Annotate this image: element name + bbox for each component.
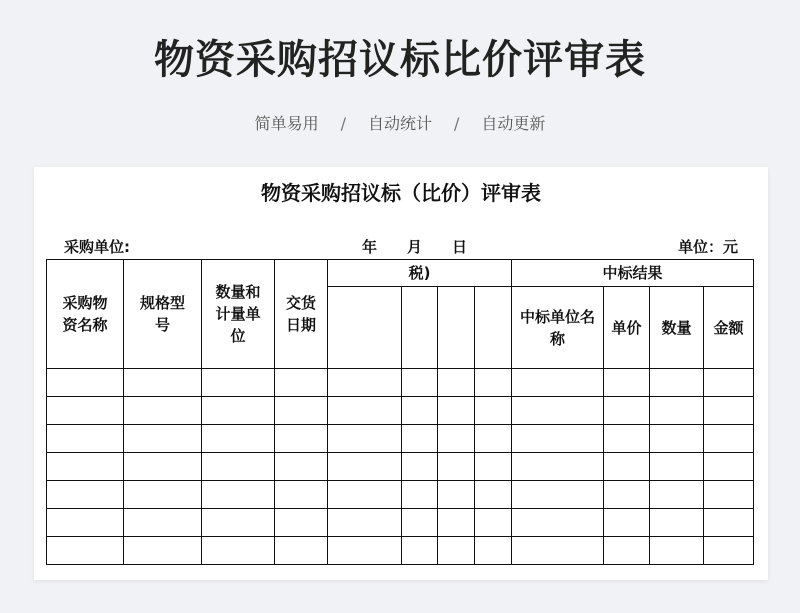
- table-cell[interactable]: [47, 369, 124, 397]
- table-cell[interactable]: [704, 397, 754, 425]
- table-cell[interactable]: [275, 509, 328, 537]
- col-header-quantity-unit: 数量和计量单位: [202, 260, 275, 369]
- table-cell[interactable]: [124, 453, 202, 481]
- table-cell[interactable]: [202, 537, 275, 565]
- table-cell[interactable]: [402, 481, 438, 509]
- table-cell[interactable]: [328, 509, 402, 537]
- table-cell[interactable]: [124, 425, 202, 453]
- table-cell[interactable]: [650, 537, 704, 565]
- col-header-material-name: 采购物资名称: [47, 260, 124, 369]
- tag-auto-stats: 自动统计: [367, 114, 432, 133]
- table-cell[interactable]: [604, 537, 650, 565]
- table-cell[interactable]: [124, 481, 202, 509]
- tag-separator: /: [454, 114, 460, 133]
- purchasing-unit-label: 采购单位:: [64, 238, 130, 256]
- table-cell[interactable]: [202, 453, 275, 481]
- table-cell[interactable]: [512, 397, 604, 425]
- table-cell[interactable]: [604, 453, 650, 481]
- table-cell[interactable]: [47, 509, 124, 537]
- table-cell[interactable]: [512, 537, 604, 565]
- table-cell[interactable]: [650, 425, 704, 453]
- table-cell[interactable]: [275, 425, 328, 453]
- table-cell[interactable]: [275, 537, 328, 565]
- table-cell[interactable]: [512, 425, 604, 453]
- evaluation-table: [46, 259, 754, 565]
- table-cell[interactable]: [47, 425, 124, 453]
- table-cell[interactable]: [604, 509, 650, 537]
- date-year-label: 年: [362, 238, 378, 256]
- table-row: [47, 425, 754, 453]
- col-header-amount: 金额: [704, 287, 754, 369]
- table-cell[interactable]: [704, 425, 754, 453]
- currency-unit-label: 单位：元: [677, 238, 738, 256]
- table-cell[interactable]: [650, 453, 704, 481]
- bidder-cell: [328, 287, 402, 369]
- table-cell[interactable]: [604, 425, 650, 453]
- table-cell[interactable]: [47, 481, 124, 509]
- table-cell[interactable]: [438, 509, 475, 537]
- table-cell[interactable]: [512, 453, 604, 481]
- table-cell[interactable]: [124, 509, 202, 537]
- table-cell[interactable]: [47, 453, 124, 481]
- table-cell[interactable]: [475, 481, 512, 509]
- table-cell[interactable]: [704, 453, 754, 481]
- table-cell[interactable]: [402, 453, 438, 481]
- table-cell[interactable]: [328, 425, 402, 453]
- table-row: [47, 481, 754, 509]
- table-row: [47, 537, 754, 565]
- bidder-cell: [475, 287, 512, 369]
- col-header-tax-group: 税): [328, 260, 512, 287]
- tag-separator: /: [340, 114, 346, 133]
- table-cell[interactable]: [275, 481, 328, 509]
- form-sheet: [34, 167, 768, 580]
- date-day-label: 日: [452, 238, 468, 256]
- table-cell[interactable]: [704, 369, 754, 397]
- table-cell[interactable]: [512, 369, 604, 397]
- table-cell[interactable]: [438, 425, 475, 453]
- table-cell[interactable]: [328, 369, 402, 397]
- table-cell[interactable]: [704, 537, 754, 565]
- table-cell[interactable]: [704, 481, 754, 509]
- bidder-cell: [402, 287, 438, 369]
- table-cell[interactable]: [202, 369, 275, 397]
- col-header-quantity: 数量: [650, 287, 704, 369]
- table-cell[interactable]: [604, 369, 650, 397]
- bidder-cell: [438, 287, 475, 369]
- table-cell[interactable]: [650, 509, 704, 537]
- table-cell[interactable]: [402, 537, 438, 565]
- table-cell[interactable]: [604, 481, 650, 509]
- table-cell[interactable]: [475, 425, 512, 453]
- col-header-unit-price: 单价: [604, 287, 650, 369]
- table-cell[interactable]: [202, 397, 275, 425]
- table-cell[interactable]: [438, 481, 475, 509]
- table-cell[interactable]: [438, 537, 475, 565]
- table-cell[interactable]: [650, 397, 704, 425]
- date-month-label: 月: [407, 238, 423, 256]
- table-row: [47, 509, 754, 537]
- feature-tags: [0, 112, 800, 136]
- table-row: [47, 397, 754, 425]
- table-cell[interactable]: [328, 397, 402, 425]
- page-title: 物资采购招议标比价评审表: [154, 37, 646, 83]
- table-cell[interactable]: [47, 537, 124, 565]
- form-title: 物资采购招议标（比价）评审表: [261, 181, 541, 205]
- col-header-spec-model: 规格型号: [124, 260, 202, 369]
- table-cell[interactable]: [512, 481, 604, 509]
- table-cell[interactable]: [328, 453, 402, 481]
- table-cell[interactable]: [704, 509, 754, 537]
- table-cell[interactable]: [475, 397, 512, 425]
- table-cell[interactable]: [275, 453, 328, 481]
- table-cell[interactable]: [438, 453, 475, 481]
- table-cell[interactable]: [438, 397, 475, 425]
- table-cell[interactable]: [475, 369, 512, 397]
- table-cell[interactable]: [650, 481, 704, 509]
- table-row: [47, 369, 754, 397]
- table-cell[interactable]: [438, 369, 475, 397]
- table-cell[interactable]: [328, 481, 402, 509]
- table-cell[interactable]: [124, 397, 202, 425]
- tag-auto-update: 自动更新: [481, 114, 546, 133]
- table-cell[interactable]: [47, 397, 124, 425]
- table-cell[interactable]: [275, 397, 328, 425]
- col-header-winning-result: 中标结果: [512, 260, 754, 287]
- tag-easy: 简单易用: [254, 114, 319, 133]
- col-header-delivery-date: 交货日期: [275, 260, 328, 369]
- table-cell[interactable]: [512, 509, 604, 537]
- table-cell[interactable]: [124, 537, 202, 565]
- table-cell[interactable]: [202, 481, 275, 509]
- table-cell[interactable]: [650, 369, 704, 397]
- table-cell[interactable]: [328, 537, 402, 565]
- table-cell[interactable]: [475, 453, 512, 481]
- table-cell[interactable]: [202, 425, 275, 453]
- table-cell[interactable]: [202, 509, 275, 537]
- table-cell[interactable]: [475, 509, 512, 537]
- table-cell[interactable]: [275, 369, 328, 397]
- table-row: [47, 453, 754, 481]
- table-cell[interactable]: [402, 369, 438, 397]
- table-cell[interactable]: [402, 509, 438, 537]
- table-cell[interactable]: [604, 397, 650, 425]
- table-cell[interactable]: [402, 397, 438, 425]
- table-cell[interactable]: [124, 369, 202, 397]
- table-cell[interactable]: [402, 425, 438, 453]
- col-header-winning-unit: 中标单位名称: [512, 287, 604, 369]
- table-cell[interactable]: [475, 537, 512, 565]
